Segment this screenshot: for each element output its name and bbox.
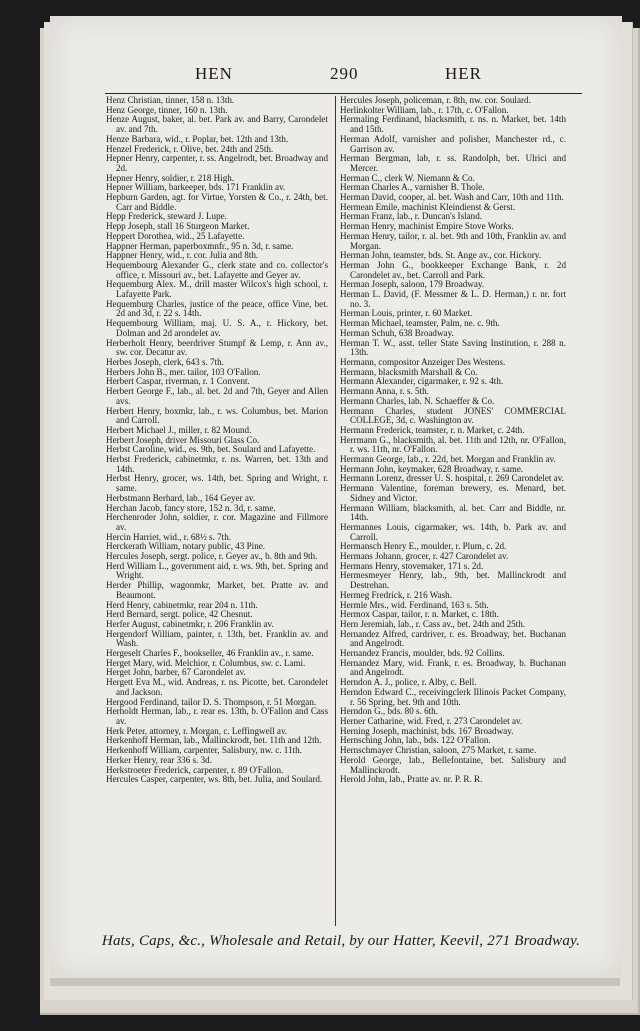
directory-entry: Henze Barbara, wid., r. Poplar, bet. 12th and 13th. [106,133,289,144]
page-number: 290 [330,64,359,83]
directory-entry: Herkenhoff Herman, lab., Mallinckrodt, bet. 11th and 12th. [106,735,322,746]
directory-entry: Hermeg Fredrick, r. 216 Wash. [340,589,452,600]
directory-entry: Herbst Caroline, wid., es. 9th, bet. Soulard and Lafayette. [106,444,316,455]
directory-entry: Herrmann G., blacksmith, al. bet. 11th and 12th, nr. O'Fallon, r. ws. 11th, nr. O'Fallon. [340,434,566,455]
directory-entry: Herman Louis, printer, r. 60 Market. [340,308,473,319]
directory-entry: Hercin Harriet, wid., r. 68½ s. 7th. [106,531,232,542]
directory-entry: Herman John, teamster, bds. St. Ange av., cor. Hickory. [340,250,542,261]
directory-entry: Herbert Caspar, riverman, r. 1 Convent. [106,376,250,387]
column-divider [335,96,336,926]
directory-entry: Hepner Henry, carpenter, r. ss. Angelrodt, bet. Broadway and 2d. [106,153,328,173]
left-column [106,96,328,785]
directory-entry: Hermann Charles, student JONES' COMMERCIAL COLLEGE, 3d, c. Washington av. [340,405,566,426]
right-column [340,96,566,785]
directory-entry: Herbst Henry, grocer, ws. 14th, bet. Spring and Wright, r. same. [106,473,328,494]
directory-entry: Hercules Joseph, sergt. police, r. Geyer av., b. 8th and 9th. [106,551,318,562]
directory-entry: Herbstmann Berhard, lab., 164 Geyer av. [106,492,256,503]
directory-entry: Hermann George, lab., r. 22d, bet. Morgan and Franklin av. [340,454,556,465]
directory-entry: Herbert Joseph, driver Missouri Glass Co. [106,434,260,445]
directory-entry: Herndon A. J., police, r. Alby, c. Bell. [340,677,477,688]
directory-entry: Herner Catharine, wid. Fred, r. 273 Carondelet av. [340,716,523,726]
directory-entry: Herget Mary, wid. Melchior, r. Columbus, sw. c. Lami. [106,657,306,668]
directory-entry: Hermansch Henry E., moulder, r. Plum, c. 2d. [340,541,507,552]
directory-entry: Hermann John, keymaker, 628 Broadway, r. same. [340,463,524,474]
directory-entry: Herman Henry, machinist Empire Stove Works. [340,221,514,232]
directory-entry: Herman L. David, (F. Messmer & L. D. Herman,) r. nr. fort no. 3. [340,289,566,309]
directory-entry: Hergett Eva M., wid. Andreas, r. ns. Picotte, bet. Carondelet and Jackson. [106,677,328,697]
directory-entry: Hern Jeremiah, lab., r. Cass av., bet. 24th and 25th. [340,618,526,629]
directory-entry: Hequemburg Charles, justice of the peace, office Vine, bet. 2d and 3d, r. 22 s. 14th. [106,298,328,319]
header-right-guide: HER [445,64,482,83]
directory-entry: Hergendorf William, painter, r. 13th, bet. Franklin av. and Wash. [106,628,328,649]
directory-entry: Hepp Frederick, steward J. Lupe. [106,211,227,222]
directory-entry: Herchenroder John, soldier, r. cor. Magazine and Fillmore av. [106,512,328,532]
directory-entry: Hermann Alexander, cigarmaker, r. 92 s. 4th. [340,376,504,387]
page-bottom-edge [50,978,620,986]
directory-entry: Hepner William, barkeeper, bds. 171 Franklin av. [106,182,286,193]
directory-entry: Herman John G., bookkeeper Exchange Bank, r. 2d Carondelet av., bet. Carroll and Park. [340,259,566,280]
directory-entry: Herd Bernard, sergt. police, 42 Chesnut. [106,609,253,620]
directory-entry: Henze August, baker, al. bet. Park av. and Barry, Carondelet av. and 7th. [106,114,328,135]
directory-entry: Herman Franz, lab., r. Duncan's Island. [340,211,483,222]
directory-entry: Herndon Edward C., receivingclerk Illinois Packet Company, r. 56 Spring, bet. 9th and 10th. [340,686,566,707]
directory-entry: Hermann William, blacksmith, al. bet. Carr and Biddle, nr. 14th. [340,502,566,523]
directory-entry: Henz George, tinner, 160 n. 13th. [106,104,228,115]
directory-entry: Hermann Lorenz, dresser U. S. hospital, r. 269 Carondelet av. [340,473,564,484]
footer-advertisement: Hats, Caps, &c., Wholesale and Retail, by our Hatter, Keevil, 271 Broadway. [101,933,581,949]
directory-entry: Hermean Emile, machinist Kleindienst & Gerst. [340,201,516,212]
directory-entry: Herget John, barber, 67 Carondelet av. [106,667,246,678]
directory-entry: Henzel Frederick, r. Olive, bet. 24th and 25th. [106,143,274,154]
directory-entry: Herckerath William, notary public, 43 Pine. [106,541,266,552]
directory-entry: Hequemburg Alex. M., drill master Wilcox's high school, r. Lafayette Park. [106,279,328,300]
directory-entry: Hermann Valentine, foreman brewery, es. Menard, bet. Sidney and Victor. [340,483,566,503]
directory-entry: Herder Phillip, wagonmkr, Market, bet. Pratte av. and Beaumont. [106,580,328,600]
directory-entry: Hermox Caspar, tailor, r. n. Market, c. 18th. [340,609,499,620]
running-header [50,64,622,90]
directory-entry: Herman T. W., asst. teller State Saving Institution, r. 288 n. 13th. [340,337,566,358]
directory-page [50,16,622,976]
directory-entry: Herkstroeter Frederick, carpenter, r. 89 O'Fallon. [106,764,284,775]
directory-entry: Hercules Joseph, policeman, r. 8th, nw. cor. Soulard. [340,95,531,105]
header-left-guide: HEN [195,64,233,83]
header-rule [105,93,582,94]
directory-entry: Herk Peter, attorney, r. Morgan, c. Leffingwell av. [106,725,288,736]
directory-entry: Happner Herman, paperboxmnfr., 95 n. 3d, r. same. [106,240,294,251]
directory-entry: Herbert George F., lab., al. bet. 2d and 7th, Geyer and Allen avs. [106,386,328,406]
directory-entry: Herberholt Henry, beerdriver Stumpf & Lemp, r. Ann av., sw. cor. Decatur av. [106,337,328,358]
directory-entry: Hepp Joseph, stall 16 Sturgeon Market. [106,221,250,232]
directory-entry: Hepburn Garden, agt. for Virtue, Yorsten & Co., r. 24th, bet. Carr and Biddle. [106,192,328,212]
directory-entry: Hermans Henry, stovemaker, 171 s. 2d. [340,560,484,571]
directory-entry: Hermann Anna, r. s. 5th. [340,386,429,397]
directory-entry: Herholdt Herman, lab., r. rear es. 13th, b. O'Fallon and Cass av. [106,706,328,726]
directory-entry: Herbst Frederick, cabinetmkr, r. ns. Warren, bet. 13th and 14th. [106,454,328,474]
directory-entry: Herbert Michael J., miller, r. 82 Mound. [106,424,252,435]
directory-entry: Herbes Joseph, clerk, 643 s. 7th. [106,356,224,367]
directory-entry: Herfer August, cabinetmkr, r. 206 Franklin av. [106,618,274,629]
directory-entry: Happner Henry, wid., r. cor. Julia and 8th. [106,250,259,261]
directory-entry: Hernandez Alfred, cardriver, r. es. Broadway, bet. Buchanan and Angelrodt. [340,628,566,649]
directory-entry: Hequembourg Alexander G., clerk state and co. collector's office, r. Missouri av., bet. Lafayette and Geyer av. [106,259,328,280]
directory-entry: Hermann Frederick, teamster, r. n. Market, c. 24th. [340,424,525,435]
directory-entry: Herkenhoff William, carpenter, Salisbury, nw. c. 11th. [106,745,302,756]
directory-entry: Hepner Henry, soldier, r. 218 High. [106,172,235,183]
directory-entry: Herman Michael, teamster, Palm, ne. c. 9th. [340,318,500,329]
directory-entry: Hernsching John, lab., bds. 122 O'Fallon. [340,735,491,746]
directory-entry: Herning Joseph, machinist, bds. 167 Broadway. [340,725,514,736]
directory-entry: Heppert Dorothea, wid., 25 Lafayette. [106,230,245,241]
directory-entry: Herker Henry, rear 336 s. 3d. [106,754,212,765]
directory-entry: Herd Henry, cabinetmkr, rear 204 n. 11th. [106,599,258,610]
directory-entry: Herman Schuh, 638 Broadway. [340,327,454,338]
directory-entry: Herman C., clerk W. Niemann & Co. [340,172,475,183]
directory-entry: Hergood Ferdinand, tailor D. S. Thompson, r. 51 Morgan. [106,696,317,707]
directory-entry: Hermans Johann, grocer, r. 427 Carondelet av. [340,551,509,562]
directory-entry: Hermesmeyer Henry, lab., 9th, bet. Mallinckrodt and Destrehan. [340,570,566,591]
directory-entry: Herman Charles A., varnisher B. Thole. [340,182,485,193]
directory-entry: Hernandez Mary, wid. Frank, r. es. Broadway, b. Buchanan and Angelrodt. [340,657,566,678]
directory-entry: Herman David, cooper, al. bet. Wash and Carr, 10th and 11th. [340,192,564,203]
directory-entry: Herlinkolter William, lab., r. 17th, c. O'Fallon. [340,104,509,115]
directory-entry: Herbers John B., mer. tailor, 103 O'Fallon. [106,366,261,377]
directory-entry: Hernandez Francis, moulder, bds. 92 Collins. [340,648,505,659]
directory-entry: Hermle Mrs., wid. Ferdinand, 163 s. 5th. [340,599,489,610]
directory-entry: Herold George, lab., Bellefontaine, bet. Salisbury and Mallinckrodt. [340,754,566,775]
directory-entry: Hermann, compositor Anzeiger Des Westens. [340,356,506,367]
directory-entry: Herndon G., bds. 80 s. 6th. [340,706,439,717]
directory-entry: Henz Christian, tinner, 158 n. 13th. [106,95,235,105]
directory-entry: Herman Adolf, varnisher and polisher, Manchester rd., c. Garrison av. [340,133,566,154]
directory-entry: Hermaling Ferdinand, blacksmith, r. ns. n. Market, bet. 14th and 15th. [340,114,566,135]
directory-entry: Herold John, lab., Pratte av. nr. P. R. R. [340,774,483,785]
directory-entry: Herman Bergman, lab, r. ss. Randolph, bet. Ulrici and Mercer. [340,153,566,173]
directory-entry: Hequembourg William, maj. U. S. A., r. Hickory, bet. Dolman and 2d arondelet av. [106,318,328,338]
directory-entry: Herbert Henry, boxmkr, lab., r. ws. Columbus, bet. Marion and Carroll. [106,405,328,426]
directory-entry: Herman Joseph, saloon, 179 Broadway. [340,279,485,290]
directory-entry: Herchan Jacob, fancy store, 152 n. 3d, r. same. [106,502,276,513]
directory-entry: Hercules Casper, carpenter, ws. 8th, bet. Julia, and Soulard. [106,774,323,785]
directory-entry: Hergeselt Charles F., bookseller, 46 Franklin av., r. same. [106,648,314,659]
directory-entry: Herd William L., government aid, r. ws. 9th, bet. Spring and Wright. [106,560,328,581]
directory-entry: Hermannes Louis, cigarmaker, ws. 14th, b. Park av. and Carroll. [340,521,566,542]
directory-entry: Hermann, blacksmith Marshall & Co. [340,366,478,377]
directory-entry: Hermann Charles, lab. N. Schaeffer & Co. [340,395,495,406]
directory-entry: Herman Henry, tailor, r. al. bet. 9th and 10th, Franklin av. and Morgan. [340,230,566,251]
directory-entry: Hernschmayer Christian, saloon, 275 Market, r. same. [340,745,537,756]
